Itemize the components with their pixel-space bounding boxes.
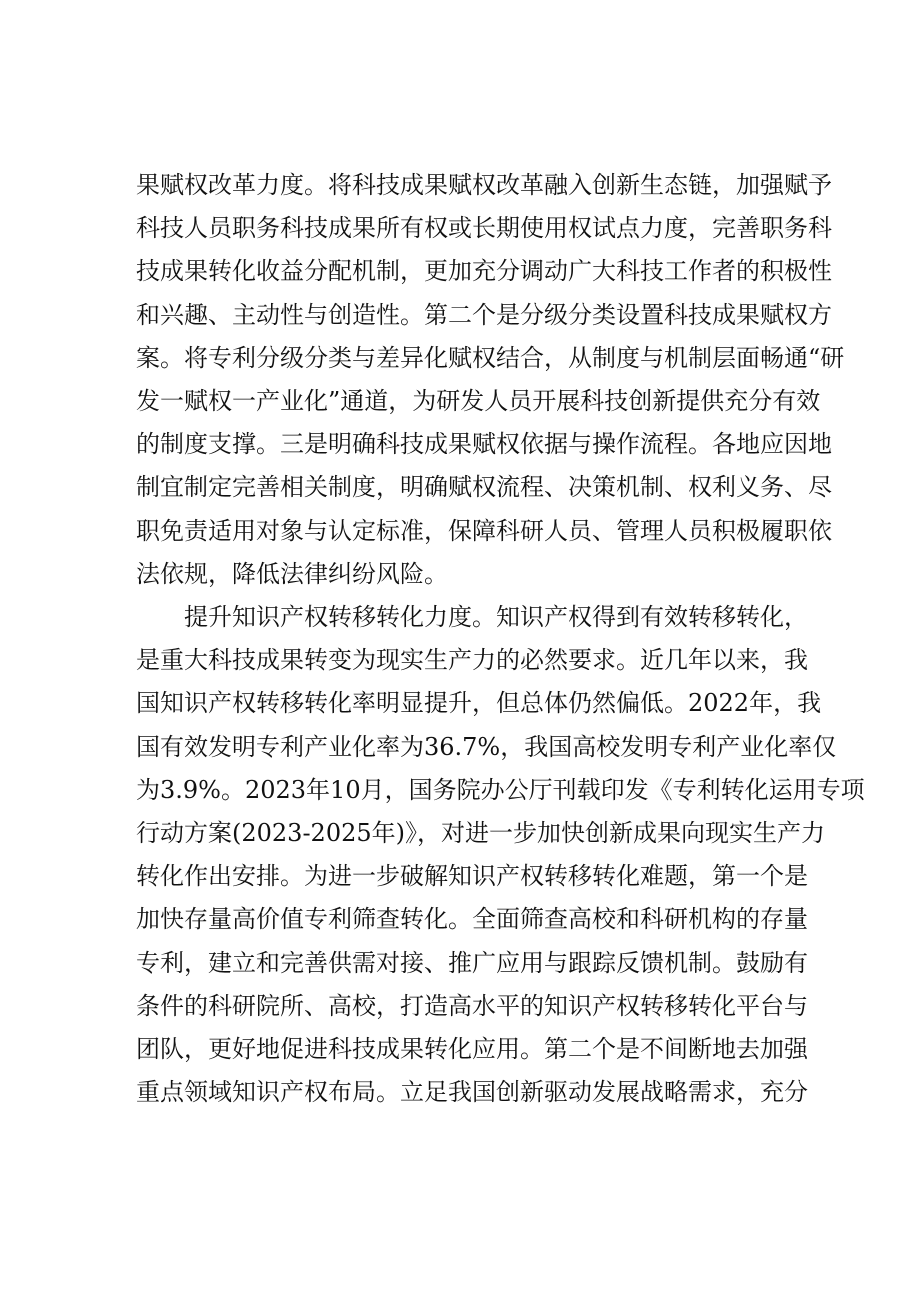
paragraph-line: 团队，更好地促进科技成果转化应用。第二个是不间断地去加强 [136, 1034, 808, 1063]
paragraph-line: 和兴趣、主动性与创造性。第二个是分级分类设置科技成果赋权方 [136, 300, 832, 329]
paragraph-line: 科技人员职务科技成果所有权或长期使用权试点力度，完善职务科 [136, 214, 832, 243]
paragraph-line: 法依规，降低法律纠纷风险。 [136, 559, 448, 588]
paragraph-line: 条件的科研院所、高校，打造高水平的知识产权转移转化平台与 [136, 991, 808, 1020]
paragraph-line: 国有效发明专利产业化率为36.7%，我国高校发明专利产业化率仅 [136, 732, 837, 761]
paragraph-line: 发一赋权一产业化”通道，为研发人员开展科技创新提供充分有效 [136, 386, 821, 415]
paragraph-line: 国知识产权转移转化率明显提升，但总体仍然偏低。2022年，我 [136, 689, 822, 718]
paragraph-line: 制宜制定完善相关制度，明确赋权流程、决策机制、权利义务、尽 [136, 473, 832, 502]
paragraph-line: 专利，建立和完善供需对接、推广应用与跟踪反馈机制。鼓励有 [136, 948, 808, 977]
paragraph-1 [136, 164, 845, 596]
paragraph-line: 加快存量高价值专利筛查转化。全面筛查高校和科研机构的存量 [136, 905, 808, 934]
paragraph-line: 行动方案(2023-2025年)》，对进一步加快创新成果向现实生产力 [136, 818, 825, 847]
paragraph-line: 为3.9%。2023年10月，国务院办公厅刊载印发《专利转化运用专项 [136, 775, 865, 804]
paragraph-line: 的制度支撑。三是明确科技成果赋权依据与操作流程。各地应因地 [136, 430, 832, 459]
paragraph-line: 是重大科技成果转变为现实生产力的必然要求。近几年以来，我 [136, 646, 808, 675]
paragraph-line: 案。将专利分级分类与差异化赋权结合，从制度与机制层面畅通“研 [136, 343, 845, 372]
paragraph-line: 转化作出安排。为进一步破解知识产权转移转化难题，第一个是 [136, 862, 808, 891]
paragraph-line: 提升知识产权转移转化力度。知识产权得到有效转移转化， [184, 603, 808, 631]
paragraph-line: 职免责适用对象与认定标准，保障科研人员、管理人员积极履职依 [136, 516, 832, 545]
paragraph-line: 重点领域知识产权布局。立足我国创新驱动发展战略需求，充分 [136, 1078, 808, 1107]
paragraph-line: 技成果转化收益分配机制，更加充分调动广大科技工作者的积极性 [136, 257, 832, 286]
paragraph-line: 果赋权改革力度。将科技成果赋权改革融入创新生态链，加强赋予 [136, 171, 832, 199]
paragraph-2 [136, 596, 865, 1114]
